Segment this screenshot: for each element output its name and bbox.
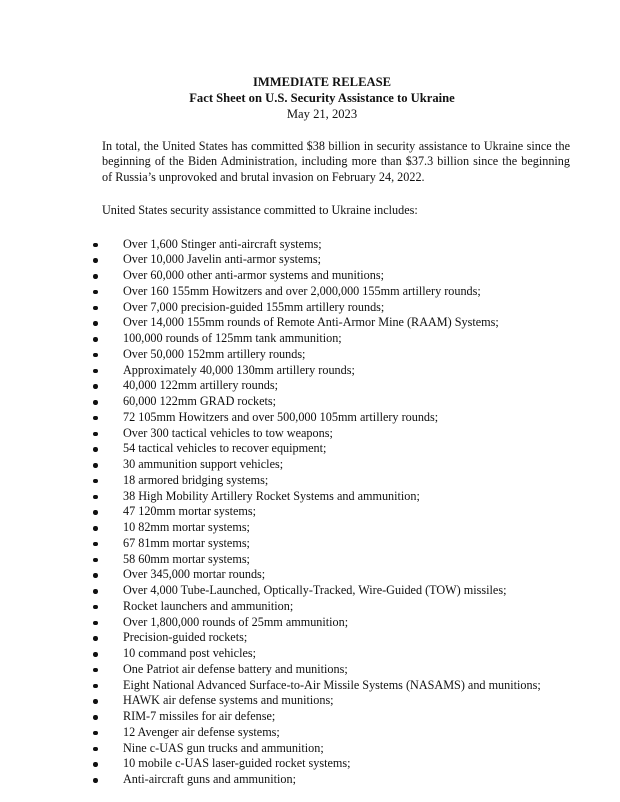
bullet-icon <box>93 321 98 326</box>
list-item <box>104 741 550 757</box>
bullet-icon <box>93 463 98 468</box>
bullet-icon <box>93 684 98 689</box>
bullet-icon <box>93 573 98 578</box>
list-item <box>104 599 550 615</box>
list-item-text: Over 300 tactical vehicles to tow weapons; <box>123 425 333 440</box>
bullet-icon <box>93 778 98 783</box>
bullet-icon <box>93 243 98 248</box>
bullet-icon <box>93 589 98 594</box>
document-title: Fact Sheet on U.S. Security Assistance to Ukraine <box>189 91 455 105</box>
bullet-icon <box>93 731 98 736</box>
list-item <box>104 441 550 457</box>
bullet-icon <box>93 400 98 405</box>
list-item-text: Nine c-UAS gun trucks and ammunition; <box>123 740 324 755</box>
list-item <box>104 552 550 568</box>
document-date: May 21, 2023 <box>286 107 358 121</box>
bullet-icon <box>93 258 98 263</box>
intro-paragraph: United States security assistance committed to Ukraine includes: <box>102 203 418 218</box>
bullet-icon <box>93 652 98 657</box>
list-item <box>104 473 550 489</box>
list-item-text: One Patriot air defense battery and munitions; <box>123 661 348 676</box>
list-item <box>104 347 550 363</box>
list-item <box>104 410 550 426</box>
list-item <box>104 300 550 316</box>
list-item <box>104 457 550 473</box>
list-item <box>104 567 550 583</box>
bullet-icon <box>93 542 98 547</box>
bullet-icon <box>93 510 98 515</box>
release-label: IMMEDIATE RELEASE <box>253 75 391 89</box>
bullet-icon <box>93 715 98 720</box>
list-item <box>104 252 550 268</box>
list-item-text: Over 1,600 Stinger anti-aircraft systems; <box>123 236 322 251</box>
list-item <box>104 615 550 631</box>
bullet-icon <box>93 306 98 311</box>
list-item-text: Over 160 155mm Howitzers and over 2,000,000 155mm artillery rounds; <box>123 283 481 298</box>
list-item-text: Over 10,000 Javelin anti-armor systems; <box>123 252 322 267</box>
list-item-text: 60,000 122mm GRAD rockets; <box>123 394 277 409</box>
list-item-text: 18 armored bridging systems; <box>123 472 269 487</box>
bullet-icon <box>93 432 98 437</box>
list-item-text: 40,000 122mm artillery rounds; <box>123 378 279 393</box>
list-item-text: 54 tactical vehicles to recover equipment; <box>123 441 327 456</box>
list-item <box>104 504 550 520</box>
list-item-text: RIM-7 missiles for air defense; <box>123 709 276 724</box>
bullet-icon <box>93 353 98 358</box>
bullet-icon <box>93 762 98 767</box>
list-item-text: 72 105mm Howitzers and over 500,000 105mm artillery rounds; <box>123 409 439 424</box>
list-item <box>104 268 550 284</box>
bullet-icon <box>93 290 98 295</box>
list-item-text: Rocket launchers and ammunition; <box>123 598 294 613</box>
bullet-icon <box>93 636 98 641</box>
list-item-text: Over 14,000 155mm rounds of Remote Anti-Armor Mine (RAAM) Systems; <box>123 315 499 330</box>
list-item-text: 67 81mm mortar systems; <box>123 535 250 550</box>
list-item <box>104 725 550 741</box>
list-item-text: Approximately 40,000 130mm artillery rounds; <box>123 362 355 377</box>
bullet-icon <box>93 274 98 279</box>
list-item <box>104 331 550 347</box>
list-item-text: HAWK air defense systems and munitions; <box>123 693 334 708</box>
list-item-text: 12 Avenger air defense systems; <box>123 724 280 739</box>
list-item-text: 58 60mm mortar systems; <box>123 551 250 566</box>
list-item <box>104 646 550 662</box>
list-item <box>104 756 550 772</box>
bullet-icon <box>93 447 98 452</box>
list-item <box>104 662 550 678</box>
bullet-icon <box>93 526 98 531</box>
list-item <box>104 709 550 725</box>
list-item <box>104 630 550 646</box>
bullet-icon <box>93 416 98 421</box>
list-item-text: 38 High Mobility Artillery Rocket Systems and ammunition; <box>123 488 420 503</box>
list-item-text: Over 60,000 other anti-armor systems and munitions; <box>123 268 384 283</box>
list-item-text: Precision-guided rockets; <box>123 630 248 645</box>
list-item-text: Eight National Advanced Surface-to-Air Missile Systems (NASAMS) and munitions; <box>123 677 541 692</box>
list-item-text: Over 4,000 Tube-Launched, Optically-Tracked, Wire-Guided (TOW) missiles; <box>123 583 507 598</box>
list-item-text: Over 50,000 152mm artillery rounds; <box>123 346 306 361</box>
list-item <box>104 378 550 394</box>
bullet-icon <box>93 605 98 610</box>
bullet-icon <box>93 699 98 704</box>
list-item-text: 100,000 rounds of 125mm tank ammunition; <box>123 331 342 346</box>
list-item-text: Over 345,000 mortar rounds; <box>123 567 266 582</box>
list-item-text: Anti-aircraft guns and ammunition; <box>123 772 296 787</box>
list-item <box>104 426 550 442</box>
list-item <box>104 772 550 788</box>
list-item <box>104 489 550 505</box>
list-item-text: 10 82mm mortar systems; <box>123 520 250 535</box>
list-item-text: 10 mobile c-UAS laser-guided rocket systems; <box>123 756 351 771</box>
bullet-icon <box>93 495 98 500</box>
list-item <box>104 315 550 331</box>
bullet-icon <box>93 558 98 563</box>
list-item-text: 30 ammunition support vehicles; <box>123 457 284 472</box>
list-item <box>104 237 550 253</box>
list-item-text: 47 120mm mortar systems; <box>123 504 257 519</box>
document-header <box>88 74 556 122</box>
bullet-icon <box>93 337 98 342</box>
bullet-icon <box>93 747 98 752</box>
bullet-icon <box>93 479 98 484</box>
list-item-text: 10 command post vehicles; <box>123 646 257 661</box>
list-item <box>104 583 550 599</box>
bullet-icon <box>93 621 98 626</box>
list-item <box>104 536 550 552</box>
list-item <box>104 678 550 694</box>
list-item <box>104 284 550 300</box>
list-item <box>104 363 550 379</box>
bullet-icon <box>93 369 98 374</box>
bullet-icon <box>93 668 98 673</box>
bullet-icon <box>93 384 98 389</box>
list-item <box>104 693 550 709</box>
assistance-list <box>104 237 550 788</box>
list-item <box>104 520 550 536</box>
list-item-text: Over 7,000 precision-guided 155mm artillery rounds; <box>123 299 385 314</box>
list-item-text: Over 1,800,000 rounds of 25mm ammunition; <box>123 614 349 629</box>
list-item <box>104 394 550 410</box>
summary-paragraph: In total, the United States has committed $38 billion in security assistance to Ukraine since the beginning of the Biden Administration, including more than $37.3 billion since the beginning of Russia’s unprovoked and brutal invasion on February 24, 2022. <box>102 139 570 184</box>
